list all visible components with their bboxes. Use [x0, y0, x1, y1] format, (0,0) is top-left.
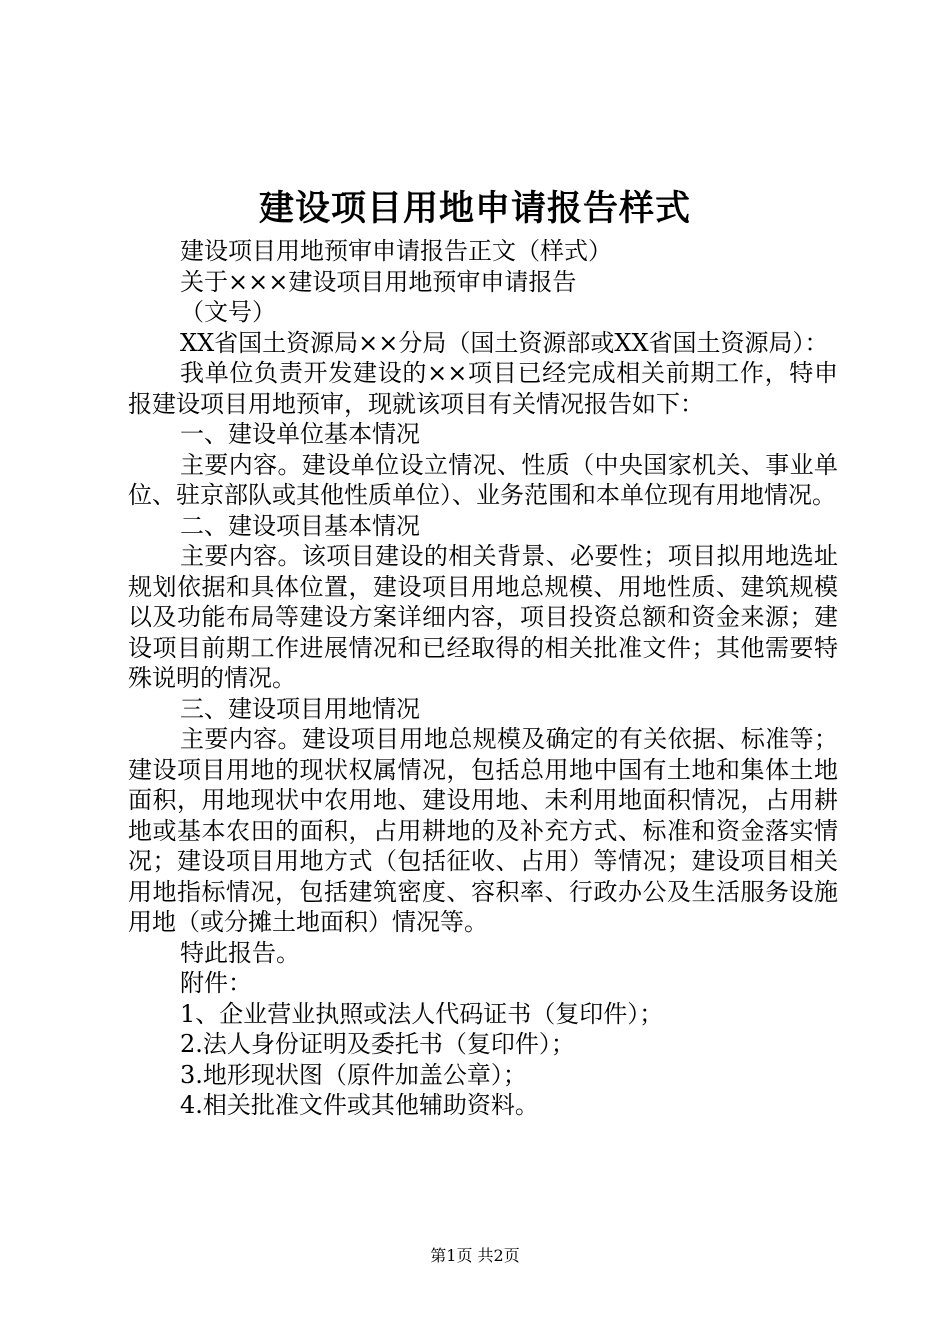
paragraph-closing: 特此报告。 — [180, 938, 300, 967]
section-heading-1: 一、建设单位基本情况 — [180, 420, 420, 448]
page-footer: 第1页 共2页 — [430, 1246, 520, 1265]
page-title: 建设项目用地申请报告样式 — [258, 188, 691, 229]
section-content-3: 主要内容。建设项目用地总规模及确定的有关依据、标准等；建设项目用地的现状权属情况，包括总用地中国有土地和集体土地面积，用地现状中农用地、建设用地、未利用地面积情况，占用耕地或基本农田的面积，占用耕地的及补充方式、标准和资金落实情况；建设项目用地方式（包括征收、占用）等情况；建设项目相关用地指标情况，包括建筑密度、容积率、行政办公及生活服务设施用地（或分摊土地面积）情况等。 — [128, 725, 838, 936]
attachments-heading: 附件： — [180, 969, 252, 997]
paragraph-report-title: 关于×××建设项目用地预审申请报告 — [180, 267, 577, 296]
section-content-2: 主要内容。该项目建设的相关背景、必要性；项目拟用地选址规划依据和具体位置，建设项目用地总规模、用地性质、建筑规模以及功能布局等建设方案详细内容，项目投资总额和资金来源；建设项目前期工作进展情况和已经取得的相关批准文件；其他需要特殊说明的情况。 — [128, 542, 838, 692]
attachment-item: 1、企业营业执照或法人代码证书（复印件）； — [180, 999, 664, 1028]
attachment-item: 2.法人身份证明及委托书（复印件）； — [180, 1030, 575, 1058]
attachment-item: 4.相关批准文件或其他辅助资料。 — [180, 1091, 539, 1119]
section-heading-2: 二、建设项目基本情况 — [180, 511, 420, 540]
paragraph-intro: 我单位负责开发建设的××项目已经完成相关前期工作，特申报建设项目用地预审，现就该项目有关情况报告如下： — [128, 359, 838, 418]
attachment-item: 3.地形现状图（原件加盖公章）； — [180, 1060, 527, 1089]
paragraph-subtitle: 建设项目用地预审申请报告正文（样式） — [180, 237, 612, 265]
document-body — [128, 236, 838, 1121]
section-heading-3: 三、建设项目用地情况 — [180, 694, 420, 723]
paragraph-addressee: XX省国土资源局××分局（国土资源部或XX省国土资源局）： — [180, 328, 829, 357]
paragraph-doc-number: （文号） — [180, 298, 276, 326]
section-content-1: 主要内容。建设单位设立情况、性质（中央国家机关、事业单位、驻京部队或其他性质单位）、业务范围和本单位现有用地情况。 — [128, 450, 838, 509]
